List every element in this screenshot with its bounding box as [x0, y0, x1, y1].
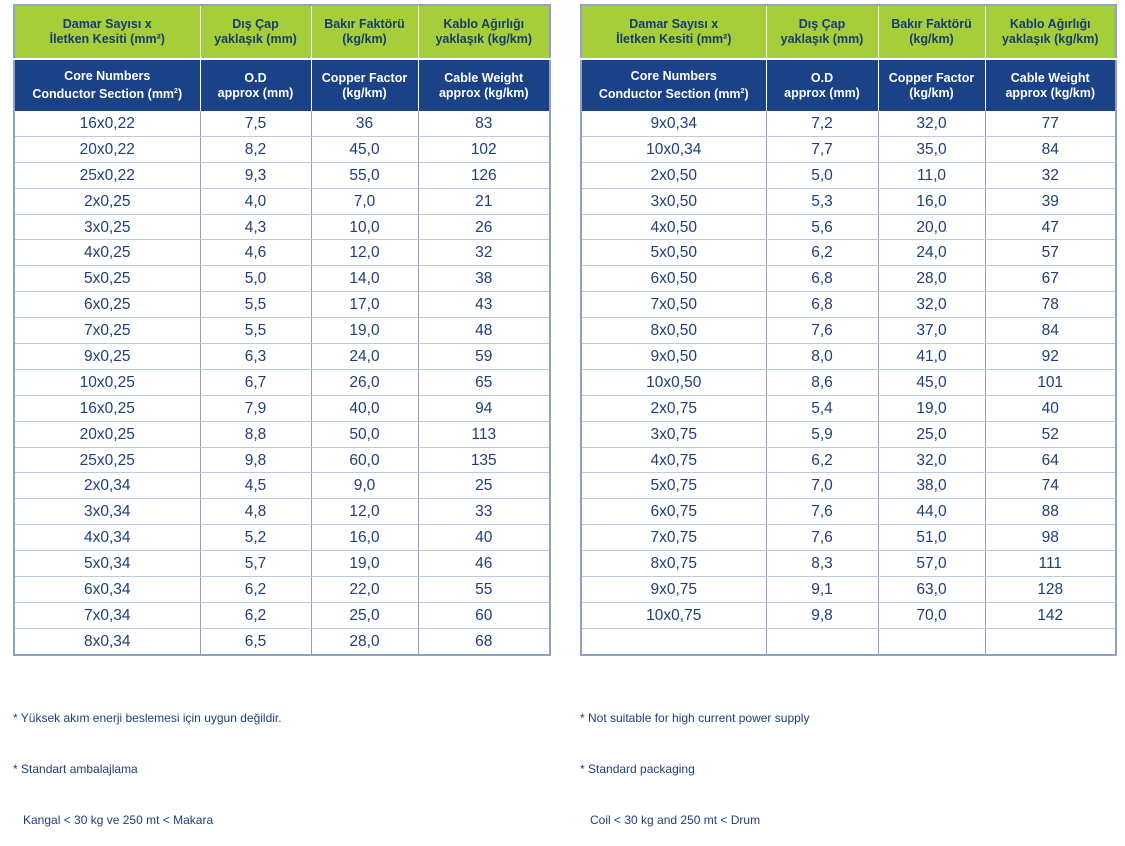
cell-core-section: 3x0,25	[14, 214, 200, 240]
col-header-weight-en: Cable Weight approx (kg/km)	[985, 59, 1116, 111]
col-header-od-en: O.D approx (mm)	[766, 59, 878, 111]
cell-cable-weight: 25	[418, 473, 550, 499]
cell-core-section: 4x0,25	[14, 240, 200, 266]
cell-core-section: 2x0,25	[14, 188, 200, 214]
cell-copper-factor: 17,0	[311, 292, 418, 318]
table-row	[14, 214, 550, 240]
cell-core-section: 16x0,25	[14, 395, 200, 421]
table-row	[581, 473, 1116, 499]
col-header-core-en: Core Numbers Conductor Section $(mm^2)$	[581, 59, 766, 111]
cell-outer-diameter: 6,5	[200, 628, 311, 654]
table-row	[14, 525, 550, 551]
cell-core-section: 3x0,50	[581, 188, 766, 214]
footnotes-english	[580, 676, 809, 846]
cell-core-section: 20x0,25	[14, 421, 200, 447]
cell-outer-diameter: 8,0	[766, 344, 878, 370]
cell-copper-factor: 25,0	[311, 602, 418, 628]
cell-core-section: 5x0,34	[14, 551, 200, 577]
cell-copper-factor: 22,0	[311, 577, 418, 603]
cell-core-section: 20x0,22	[14, 136, 200, 162]
cell-copper-factor: 32,0	[878, 111, 985, 136]
cell-outer-diameter: 7,5	[200, 111, 311, 136]
cell-cable-weight: 88	[985, 499, 1116, 525]
cell-copper-factor: 10,0	[311, 214, 418, 240]
cell-cable-weight: 78	[985, 292, 1116, 318]
cell-core-section: 10x0,50	[581, 369, 766, 395]
table-row	[14, 577, 550, 603]
cell-cable-weight: 33	[418, 499, 550, 525]
cell-cable-weight: 128	[985, 577, 1116, 603]
cell-core-section: 3x0,34	[14, 499, 200, 525]
cell-outer-diameter: 7,7	[766, 136, 878, 162]
cell-outer-diameter: 6,2	[200, 602, 311, 628]
cell-cable-weight: 92	[985, 344, 1116, 370]
table-row	[581, 136, 1116, 162]
cell-outer-diameter: 7,6	[766, 525, 878, 551]
cell-cable-weight: 40	[985, 395, 1116, 421]
table-row	[581, 188, 1116, 214]
cell-copper-factor: 57,0	[878, 551, 985, 577]
table-row	[581, 214, 1116, 240]
cell-cable-weight: 38	[418, 266, 550, 292]
table-row	[14, 292, 550, 318]
footnote-line: * Yüksek akım enerji beslemesi için uygun değildir.	[13, 711, 282, 725]
cell-core-section: 25x0,22	[14, 162, 200, 188]
cell-copper-factor: 32,0	[878, 447, 985, 473]
col-header-copper-en: Copper Factor (kg/km)	[878, 59, 985, 111]
cell-cable-weight: 84	[985, 136, 1116, 162]
cell-cable-weight: 77	[985, 111, 1116, 136]
cell-outer-diameter: 7,6	[766, 499, 878, 525]
cell-copper-factor: 14,0	[311, 266, 418, 292]
cell-copper-factor: 55,0	[311, 162, 418, 188]
cell-cable-weight: 47	[985, 214, 1116, 240]
cell-cable-weight	[985, 628, 1116, 654]
cell-copper-factor: 26,0	[311, 369, 418, 395]
cell-core-section: 8x0,34	[83, 632, 131, 650]
cell-core-section: 10x0,75	[581, 602, 766, 628]
cell-cable-weight: 57	[985, 240, 1116, 266]
table-row	[14, 628, 550, 654]
col-header-od-tr: Dış Çap yaklaşık (mm)	[200, 5, 311, 59]
cell-copper-factor: 51,0	[878, 525, 985, 551]
col-header-core-tr: Damar Sayısı x İletken Kesiti (mm²)	[581, 5, 766, 59]
cell-cable-weight: 101	[985, 369, 1116, 395]
cell-cable-weight: 113	[418, 421, 550, 447]
col-header-core-en: Core Numbers Conductor Section $(mm^2)$	[14, 59, 200, 111]
table-row	[581, 602, 1116, 628]
cell-copper-factor: 25,0	[878, 421, 985, 447]
cell-cable-weight: 52	[985, 421, 1116, 447]
cell-copper-factor: 45,0	[878, 369, 985, 395]
cell-outer-diameter: 5,6	[766, 214, 878, 240]
table-row	[14, 369, 550, 395]
footnote-line: * Standart ambalajlama	[13, 762, 138, 776]
cell-outer-diameter: 8,3	[766, 551, 878, 577]
cell-core-section: 2x0,34	[14, 473, 200, 499]
cell-copper-factor: 36	[311, 111, 418, 136]
cell-outer-diameter: 9,8	[200, 447, 311, 473]
table-row	[581, 577, 1116, 603]
cell-outer-diameter: 5,7	[200, 551, 311, 577]
cell-copper-factor: 41,0	[878, 344, 985, 370]
table-row	[14, 447, 550, 473]
cell-outer-diameter: 8,6	[766, 369, 878, 395]
table-row	[581, 369, 1116, 395]
cell-core-section: 10x0,25	[14, 369, 200, 395]
cell-copper-factor: 19,0	[311, 318, 418, 344]
cell-copper-factor: 28,0	[311, 628, 418, 654]
cell-outer-diameter	[766, 628, 878, 654]
table-row	[581, 318, 1116, 344]
table-row	[14, 551, 550, 577]
cell-core-section: 9x0,25	[14, 344, 200, 370]
cell-outer-diameter: 4,5	[200, 473, 311, 499]
table-body	[581, 111, 1116, 655]
cell-cable-weight: 98	[985, 525, 1116, 551]
cell-outer-diameter: 5,9	[766, 421, 878, 447]
cell-core-section: 6x0,75	[581, 499, 766, 525]
table-row	[581, 628, 1116, 654]
cell-core-section: 9x0,75	[581, 577, 766, 603]
header-row-english	[14, 59, 550, 111]
cell-outer-diameter: 5,2	[200, 525, 311, 551]
cell-core-section: 8x0,75	[581, 551, 766, 577]
table-row	[14, 421, 550, 447]
cell-copper-factor: 60,0	[311, 447, 418, 473]
col-header-copper-tr: Bakır Faktörü (kg/km)	[311, 5, 418, 59]
cell-cable-weight: 126	[418, 162, 550, 188]
cell-core-section: 5x0,25	[14, 266, 200, 292]
table-row	[581, 421, 1116, 447]
col-header-od-tr: Dış Çap yaklaşık (mm)	[766, 5, 878, 59]
table-row	[581, 240, 1116, 266]
cell-copper-factor: 16,0	[311, 525, 418, 551]
footnotes-turkish	[13, 676, 282, 846]
cell-outer-diameter: 6,2	[766, 240, 878, 266]
cell-cable-weight: 83	[418, 111, 550, 136]
table-row	[581, 162, 1116, 188]
cell-cable-weight: 94	[418, 395, 550, 421]
cell-outer-diameter: 4,3	[200, 214, 311, 240]
cell-cable-weight: 60	[418, 602, 550, 628]
cell-cable-weight: 48	[418, 318, 550, 344]
table-row	[14, 602, 550, 628]
cell-cable-weight: 65	[418, 369, 550, 395]
cell-cable-weight: 26	[418, 214, 550, 240]
cell-outer-diameter: 6,2	[200, 577, 311, 603]
header-row-english	[581, 59, 1116, 111]
col-header-od-en: O.D approx (mm)	[200, 59, 311, 111]
footnote-line: Coil < 30 kg and 250 mt < Drum	[580, 813, 761, 827]
cell-outer-diameter: 7,9	[200, 395, 311, 421]
cell-cable-weight: 102	[418, 136, 550, 162]
cell-outer-diameter: 5,4	[766, 395, 878, 421]
cell-core-section: 7x0,25	[14, 318, 200, 344]
table-row	[581, 111, 1116, 136]
table-row	[581, 395, 1116, 421]
table-row	[581, 551, 1116, 577]
cell-cable-weight: 59	[418, 344, 550, 370]
cell-cable-weight: 46	[418, 551, 550, 577]
cell-copper-factor: 19,0	[878, 395, 985, 421]
cell-outer-diameter: 9,8	[766, 602, 878, 628]
cell-outer-diameter: 4,6	[200, 240, 311, 266]
cell-core-section: 7x0,75	[581, 525, 766, 551]
cell-core-section: 16x0,22	[14, 111, 200, 136]
cell-cable-weight: 142	[985, 602, 1116, 628]
header-row-turkish	[581, 5, 1116, 59]
col-header-weight-en: Cable Weight approx (kg/km)	[418, 59, 550, 111]
table-row	[14, 188, 550, 214]
cell-outer-diameter: 5,0	[766, 162, 878, 188]
footnote-line: * Standard packaging	[580, 762, 695, 776]
cell-core-section: 2x0,75	[581, 395, 766, 421]
cell-outer-diameter: 5,0	[200, 266, 311, 292]
cell-core-section: 25x0,25	[14, 447, 200, 473]
cell-outer-diameter: 4,0	[200, 188, 311, 214]
cell-core-section: 6x0,50	[581, 266, 766, 292]
cell-outer-diameter: 5,5	[200, 318, 311, 344]
cell-outer-diameter: 4,8	[200, 499, 311, 525]
header-row-turkish	[14, 5, 550, 59]
cell-core-section: 9x0,50	[581, 344, 766, 370]
cell-copper-factor: 63,0	[878, 577, 985, 603]
cell-copper-factor: 50,0	[311, 421, 418, 447]
cell-copper-factor: 24,0	[878, 240, 985, 266]
cell-core-section: 4x0,34	[14, 525, 200, 551]
cell-cable-weight: 40	[418, 525, 550, 551]
cell-copper-factor: 11,0	[878, 162, 985, 188]
col-header-copper-en: Copper Factor (kg/km)	[311, 59, 418, 111]
cell-outer-diameter: 9,1	[766, 577, 878, 603]
cell-cable-weight: 32	[418, 240, 550, 266]
footnote-line: * Not suitable for high current power supply	[580, 711, 810, 725]
cell-copper-factor: 38,0	[878, 473, 985, 499]
table-row	[581, 344, 1116, 370]
cell-core-section: 5x0,75	[581, 473, 766, 499]
table-row	[14, 162, 550, 188]
table-row	[14, 395, 550, 421]
table-row	[14, 344, 550, 370]
cell-copper-factor: 35,0	[878, 136, 985, 162]
table-row	[581, 266, 1116, 292]
cell-cable-weight: 43	[418, 292, 550, 318]
cell-core-section: 2x0,50	[581, 162, 766, 188]
cell-cable-weight: 21	[418, 188, 550, 214]
cable-spec-table-left	[13, 4, 551, 656]
cell-copper-factor: 9,0	[311, 473, 418, 499]
cell-copper-factor: 12,0	[311, 240, 418, 266]
cell-outer-diameter: 6,8	[766, 292, 878, 318]
cell-outer-diameter: 7,2	[766, 111, 878, 136]
cell-outer-diameter: 8,2	[200, 136, 311, 162]
footnote-line: Kangal < 30 kg ve 250 mt < Makara	[13, 813, 214, 827]
cell-cable-weight: 84	[985, 318, 1116, 344]
cell-cable-weight: 135	[418, 447, 550, 473]
cell-core-section	[581, 628, 766, 654]
cell-copper-factor: 12,0	[311, 499, 418, 525]
cell-cable-weight: 68	[418, 628, 550, 654]
cell-cable-weight: 64	[985, 447, 1116, 473]
cell-core-section: 5x0,50	[581, 240, 766, 266]
table-row	[581, 525, 1116, 551]
table-row	[14, 266, 550, 292]
cell-copper-factor: 37,0	[878, 318, 985, 344]
cell-copper-factor: 19,0	[311, 551, 418, 577]
cell-copper-factor: 70,0	[878, 602, 985, 628]
cell-outer-diameter: 6,2	[766, 447, 878, 473]
cell-copper-factor: 45,0	[311, 136, 418, 162]
table-row	[14, 240, 550, 266]
cell-copper-factor: 28,0	[878, 266, 985, 292]
cell-outer-diameter: 5,3	[766, 188, 878, 214]
cell-outer-diameter: 6,8	[766, 266, 878, 292]
cell-core-section: 4x0,75	[581, 447, 766, 473]
table-row	[581, 447, 1116, 473]
cell-copper-factor: 40,0	[311, 395, 418, 421]
cell-cable-weight: 67	[985, 266, 1116, 292]
cell-core-section: 8x0,50	[581, 318, 766, 344]
cell-outer-diameter: 9,3	[200, 162, 311, 188]
cell-copper-factor: 20,0	[878, 214, 985, 240]
col-header-weight-tr: Kablo Ağırlığı yaklaşık (kg/km)	[418, 5, 550, 59]
cell-core-section: 6x0,34	[14, 577, 200, 603]
cell-core-section: 7x0,34	[14, 602, 200, 628]
cell-copper-factor: 32,0	[878, 292, 985, 318]
cell-outer-diameter: 8,8	[200, 421, 311, 447]
cell-cable-weight: 111	[985, 551, 1116, 577]
table-row	[14, 499, 550, 525]
cell-copper-factor: 24,0	[311, 344, 418, 370]
col-header-weight-tr: Kablo Ağırlığı yaklaşık (kg/km)	[985, 5, 1116, 59]
cell-outer-diameter: 5,5	[200, 292, 311, 318]
cell-core-section: 6x0,25	[14, 292, 200, 318]
col-header-copper-tr: Bakır Faktörü (kg/km)	[878, 5, 985, 59]
cell-core-section: 9x0,34	[581, 111, 766, 136]
cell-outer-diameter: 7,6	[766, 318, 878, 344]
cell-core-section: 10x0,34	[581, 136, 766, 162]
cell-cable-weight: 55	[418, 577, 550, 603]
cell-cable-weight: 39	[985, 188, 1116, 214]
cell-cable-weight: 74	[985, 473, 1116, 499]
cell-core-section: 3x0,75	[581, 421, 766, 447]
cell-outer-diameter: 6,7	[200, 369, 311, 395]
table-row	[14, 318, 550, 344]
cell-cable-weight: 32	[985, 162, 1116, 188]
cell-core-section: 4x0,50	[581, 214, 766, 240]
table-row	[14, 111, 550, 136]
cell-core-section: 7x0,50	[581, 292, 766, 318]
table-row	[581, 292, 1116, 318]
table-row	[14, 136, 550, 162]
col-header-core-tr: Damar Sayısı x İletken Kesiti (mm²)	[14, 5, 200, 59]
cell-outer-diameter: 6,3	[200, 344, 311, 370]
table-body	[14, 111, 550, 655]
cell-copper-factor	[878, 628, 985, 654]
cell-copper-factor: 7,0	[311, 188, 418, 214]
cell-copper-factor: 44,0	[878, 499, 985, 525]
cell-outer-diameter: 7,0	[766, 473, 878, 499]
table-row	[581, 499, 1116, 525]
cable-spec-table-right	[580, 4, 1117, 656]
cell-copper-factor: 16,0	[878, 188, 985, 214]
table-row	[14, 473, 550, 499]
